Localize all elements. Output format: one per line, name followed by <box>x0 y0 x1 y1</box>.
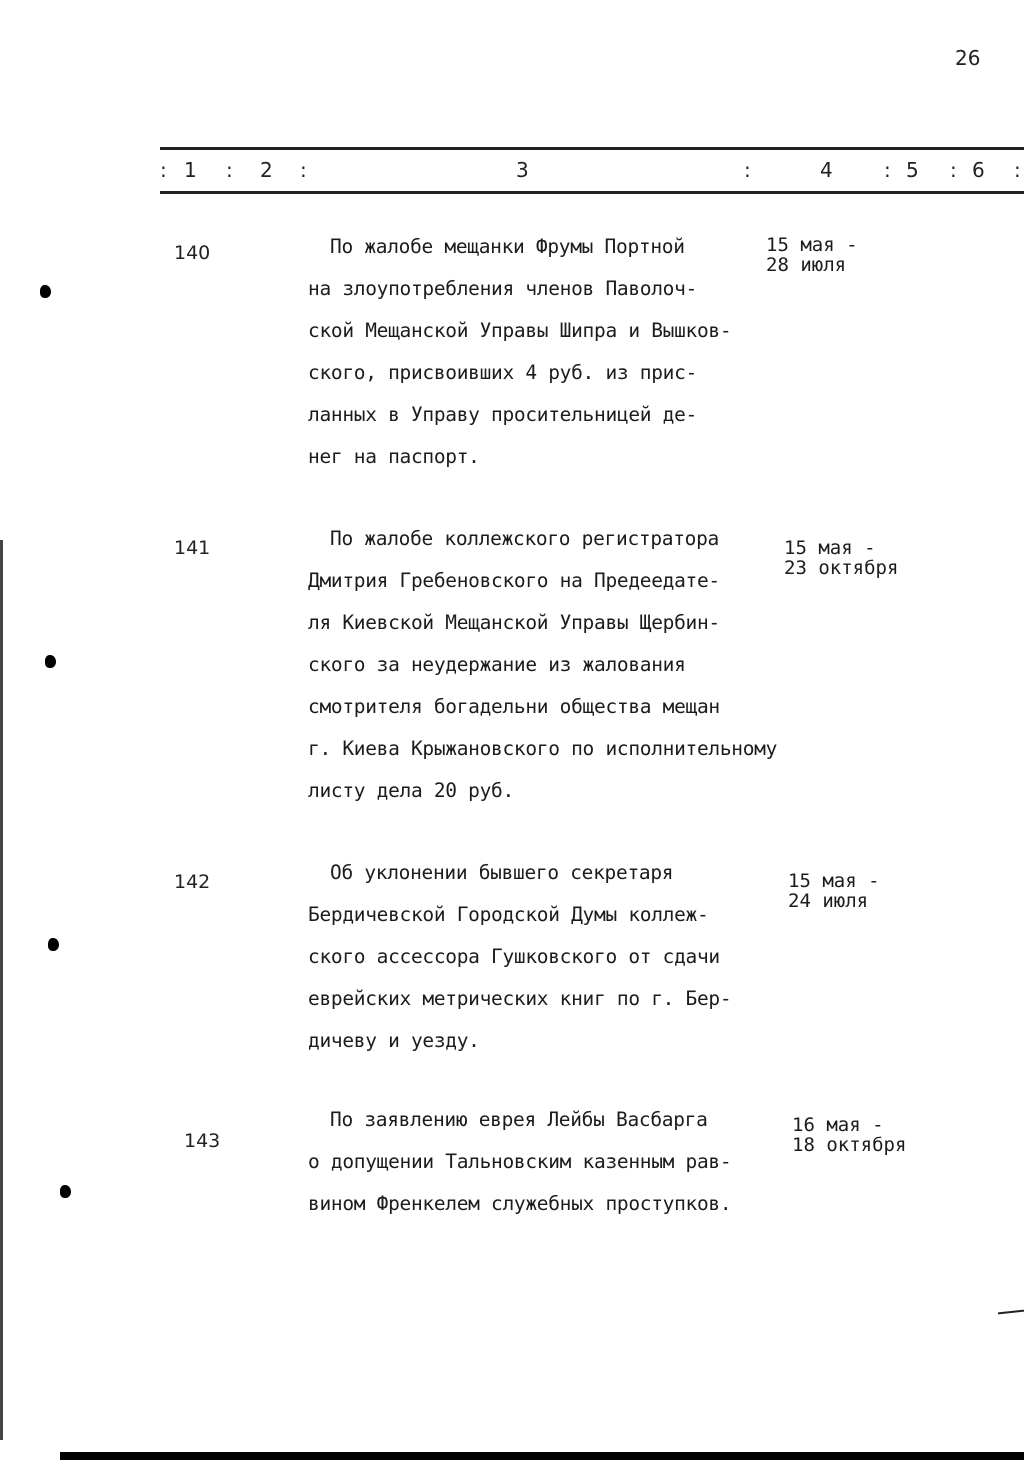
entry-line: Бердичевской Городской Думы коллеж- <box>308 903 709 926</box>
entry-dates <box>766 235 858 275</box>
entry-line: смотрителя богадельни общества мещан <box>308 695 720 718</box>
entry-line: ского, присвоивших 4 руб. из прис- <box>308 361 697 384</box>
entry-number: 142 <box>174 871 211 893</box>
entry-line: ля Киевской Мещанской Управы Щербин- <box>308 611 720 634</box>
table-column-header <box>0 158 1024 186</box>
column-separator: : <box>884 158 891 182</box>
date-start: 15 мая - <box>784 537 876 559</box>
entry-dates <box>792 1115 906 1155</box>
entry-description <box>308 518 788 812</box>
entry-line: г. Киева Крыжановского по исполнительному <box>308 737 778 760</box>
page-number: 26 <box>955 46 981 70</box>
entry-line: По заявлению еврея Лейбы Васбарга <box>330 1108 708 1131</box>
table-top-rule <box>160 147 1024 150</box>
column-separator: : <box>950 158 957 182</box>
entry-line: ской Мещанской Управы Шипра и Вышков- <box>308 319 732 342</box>
margin-stroke <box>998 1310 1024 1315</box>
entry-dates <box>788 871 880 911</box>
entry-line: листу дела 20 руб. <box>308 779 514 802</box>
entry-line: Дмитрия Гребеновского на Предеедате- <box>308 569 720 592</box>
entry-description <box>308 852 788 1062</box>
column-separator: : <box>300 158 307 182</box>
column-1-label: 1 <box>184 158 197 182</box>
column-separator: : <box>226 158 233 182</box>
entry-line: ланных в Управу просительницей де- <box>308 403 697 426</box>
date-end: 18 октября <box>792 1134 907 1156</box>
entry-line: на злоупотребления членов Паволоч- <box>308 277 697 300</box>
entry-dates <box>784 538 898 578</box>
entry-line: еврейских метрических книг по г. Бер- <box>308 987 732 1010</box>
column-separator: : <box>744 158 751 182</box>
page-edge-shadow <box>0 540 3 1440</box>
column-6-label: 6 <box>972 158 985 182</box>
entry-description <box>308 1099 788 1225</box>
column-separator: : <box>160 158 167 182</box>
page-bottom-edge <box>60 1452 1024 1460</box>
entry-line: ского за неудержание из жалования <box>308 653 686 676</box>
column-2-label: 2 <box>260 158 273 182</box>
date-end: 24 июля <box>788 890 869 912</box>
entry-description <box>308 226 788 478</box>
date-end: 28 июля <box>766 254 847 276</box>
column-5-label: 5 <box>906 158 919 182</box>
punch-hole-mark <box>60 1185 71 1198</box>
entry-number: 141 <box>174 537 211 559</box>
column-4-label: 4 <box>820 158 833 182</box>
date-start: 15 мая - <box>766 234 858 256</box>
entry-line: ского ассессора Гушковского от сдачи <box>308 945 720 968</box>
table-header-rule <box>160 191 1024 194</box>
date-start: 15 мая - <box>788 870 880 892</box>
entry-line: вином Френкелем служебных проступков. <box>308 1192 732 1215</box>
column-3-label: 3 <box>516 158 529 182</box>
entry-number: 140 <box>174 242 211 264</box>
entry-line: По жалобе коллежского регистратора <box>330 527 719 550</box>
punch-hole-mark <box>48 938 59 951</box>
entry-number: 143 <box>184 1130 221 1152</box>
entry-line: дичеву и уезду. <box>308 1029 480 1052</box>
date-start: 16 мая - <box>792 1114 884 1136</box>
entry-line: Об уклонении бывшего секретаря <box>330 861 674 884</box>
entry-line: нег на паспорт. <box>308 445 480 468</box>
punch-hole-mark <box>40 285 51 298</box>
entry-line: По жалобе мещанки Фрумы Портной <box>330 235 685 258</box>
date-end: 23 октября <box>784 557 899 579</box>
entry-line: о допущении Тальновским казенным рав- <box>308 1150 732 1173</box>
punch-hole-mark <box>45 655 56 668</box>
column-separator: : <box>1014 158 1021 182</box>
